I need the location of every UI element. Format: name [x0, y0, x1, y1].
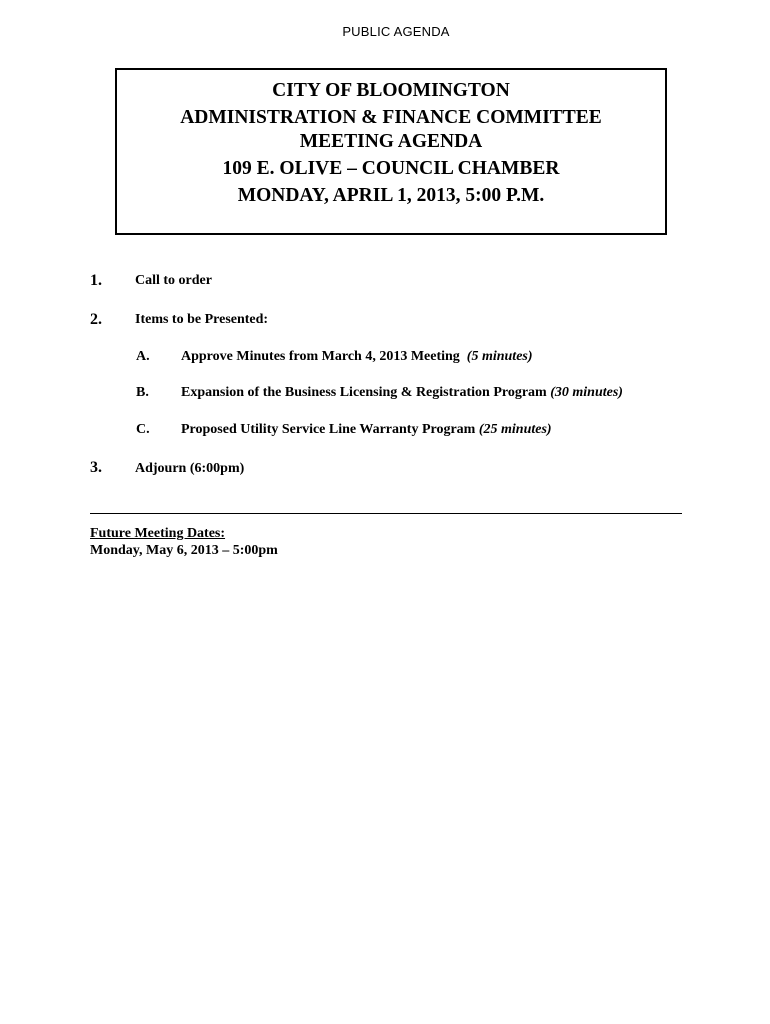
sub-item-duration: (5 minutes) — [466, 349, 533, 364]
sub-item-business-licensing — [181, 385, 623, 401]
item-number: 3. — [90, 459, 102, 476]
sub-item-duration: (25 minutes) — [478, 422, 552, 437]
future-meetings-heading: Future Meeting Dates: — [90, 526, 226, 541]
sub-item-text: Expansion of the Business Licensing & Registration Program — [181, 385, 547, 400]
committee-name: ADMINISTRATION & FINANCE COMMITTEE — [180, 107, 602, 128]
meeting-location: 109 E. OLIVE – COUNCIL CHAMBER — [222, 158, 560, 179]
item-call-to-order: Call to order — [135, 273, 212, 288]
document-type: MEETING AGENDA — [299, 131, 483, 152]
item-adjourn: Adjourn (6:00pm) — [135, 461, 245, 476]
item-items-presented: Items to be Presented: — [135, 312, 269, 327]
sub-item-letter: C. — [136, 422, 150, 437]
sub-item-utility-warranty — [181, 422, 552, 438]
item-number: 2. — [90, 311, 102, 328]
sub-item-duration: (30 minutes) — [550, 385, 623, 400]
public-agenda-label: PUBLIC AGENDA — [342, 24, 450, 39]
city-name: CITY OF BLOOMINGTON — [272, 80, 510, 101]
sub-item-approve-minutes — [181, 349, 533, 365]
sub-item-letter: B. — [136, 385, 149, 400]
sub-item-text: Proposed Utility Service Line Warranty Program — [181, 422, 476, 437]
agenda-title-box — [115, 68, 667, 235]
item-number: 1. — [90, 272, 102, 289]
meeting-datetime: MONDAY, APRIL 1, 2013, 5:00 P.M. — [237, 185, 545, 206]
future-meeting-date: Monday, May 6, 2013 – 5:00pm — [90, 543, 278, 558]
sub-item-letter: A. — [136, 349, 150, 364]
sub-item-text: Approve Minutes from March 4, 2013 Meeting — [181, 349, 460, 364]
section-divider — [90, 513, 682, 514]
